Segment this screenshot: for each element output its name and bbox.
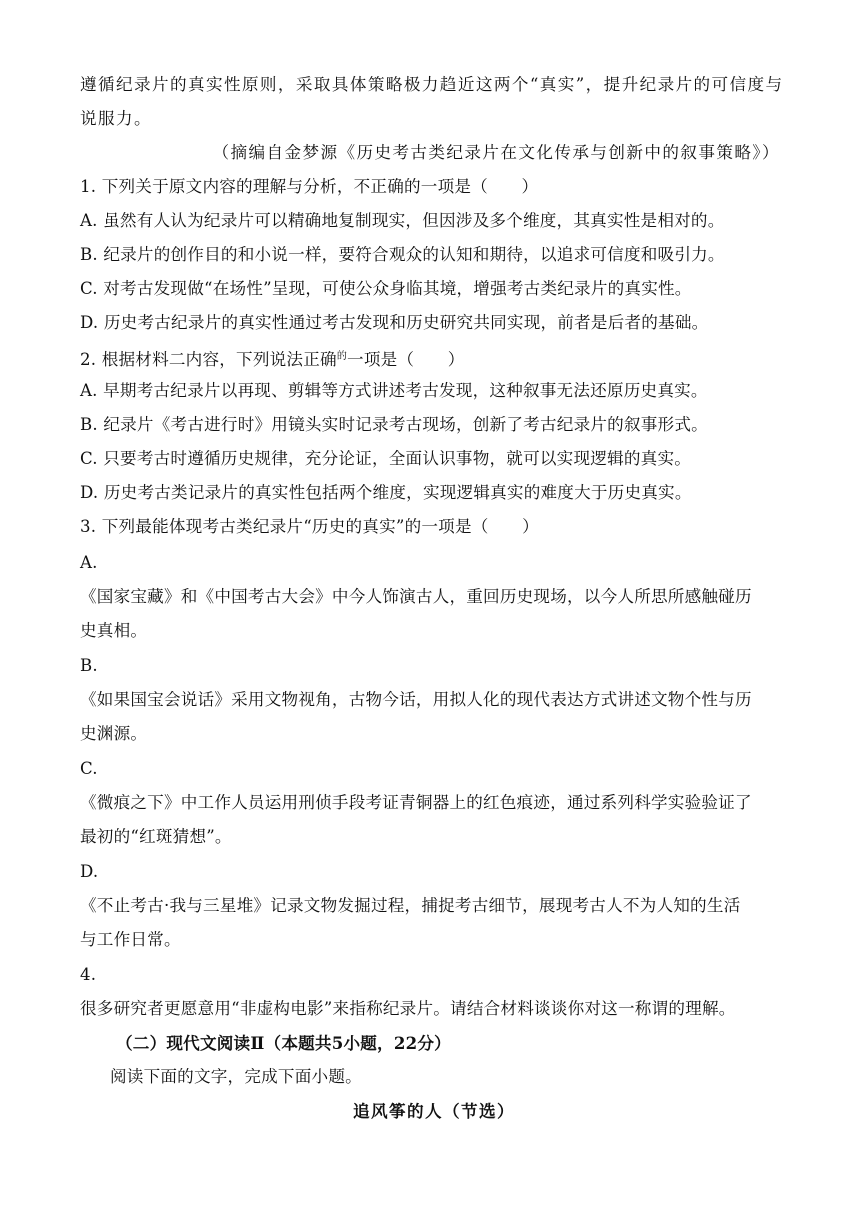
material-paragraph-line-2: 说服力。: [80, 109, 152, 128]
question-3-option-a-line-2: 史真相。: [80, 621, 148, 640]
question-2-option-b: B. 纪录片《考古进行时》用镜头实时记录考古现场，创新了考古纪录片的叙事形式。: [80, 415, 708, 434]
question-3-stem: 3. 下列最能体现考古类纪录片“历史的真实”的一项是（ ）: [80, 517, 539, 536]
question-3-option-c-label: C.: [80, 759, 98, 778]
question-2-stem: [80, 346, 790, 371]
question-3-option-d-line-1: 《不止考古·我与三星堆》记录文物发掘过程，捕捉考古细节，展现考古人不为人知的生活: [80, 896, 741, 915]
question-1-option-b: B. 纪录片的创作目的和小说一样，要符合观众的认知和期待，以追求可信度和吸引力。: [80, 245, 725, 264]
question-2-option-a: A. 早期考古纪录片以再现、剪辑等方式讲述考古发现，这种叙事无法还原历史真实。: [80, 381, 708, 400]
question-3-option-a-label: A.: [80, 553, 98, 572]
section-2-heading: （二）现代文阅读Ⅱ（本题共5小题，22分）: [116, 1033, 451, 1053]
question-3-option-a-line-1: 《国家宝藏》和《中国考古大会》中今人饰演古人，重回历史现场，以今人所思所感触碰历: [80, 587, 752, 606]
question-2-stem-part-2: 一项是（ ）: [347, 350, 465, 369]
question-3-option-b-line-2: 史渊源。: [80, 724, 148, 743]
question-3-option-d-label: D.: [80, 862, 99, 881]
question-4-text: 很多研究者更愿意用“非虚构电影”来指称纪录片。请结合材料谈谈你对这一称谓的理解。: [80, 999, 736, 1018]
question-4-label: 4.: [80, 965, 97, 984]
question-2-stem-superscript: 的: [336, 351, 348, 362]
passage-title: 追风筝的人（节选）: [353, 1101, 515, 1121]
material-source-citation: （摘编自金梦源《历史考古类纪录片在文化传承与创新中的叙事策略》）: [212, 143, 780, 162]
question-1-option-c: C. 对考古发现做“在场性”呈现，可使公众身临其境，增强考古类纪录片的真实性。: [80, 279, 692, 298]
question-3-option-d-line-2: 与工作日常。: [80, 930, 181, 949]
question-1-stem: 1. 下列关于原文内容的理解与分析，不正确的一项是（ ）: [80, 177, 539, 196]
material-paragraph-line-1: 遵循纪录片的真实性原则，采取具体策略极力趋近这两个“真实”，提升纪录片的可信度与: [80, 75, 784, 94]
question-3-option-c-line-2: 最初的“红斑猜想”。: [80, 827, 232, 846]
question-3-option-b-line-1: 《如果国宝会说话》采用文物视角，古物今话，用拟人化的现代表达方式讲述文物个性与历: [80, 690, 752, 709]
question-1-option-a: A. 虽然有人认为纪录片可以精确地复制现实，但因涉及多个维度，其真实性是相对的。: [80, 211, 725, 230]
question-2-option-d: D. 历史考古类记录片的真实性包括两个维度，实现逻辑真实的难度大于历史真实。: [80, 483, 692, 502]
section-2-instruction: 阅读下面的文字，完成下面小题。: [110, 1067, 362, 1086]
question-3-option-b-label: B.: [80, 656, 98, 675]
question-1-option-d: D. 历史考古纪录片的真实性通过考古发现和历史研究共同实现，前者是后者的基础。: [80, 313, 709, 332]
question-3-option-c-line-1: 《微痕之下》中工作人员运用刑侦手段考证青铜器上的红色痕迹，通过系列科学实验验证了: [80, 793, 752, 812]
question-2-option-c: C. 只要考古时遵循历史规律，充分论证，全面认识事物，就可以实现逻辑的真实。: [80, 449, 692, 468]
question-2-stem-part-1: 2. 根据材料二内容，下列说法正确: [80, 350, 337, 369]
